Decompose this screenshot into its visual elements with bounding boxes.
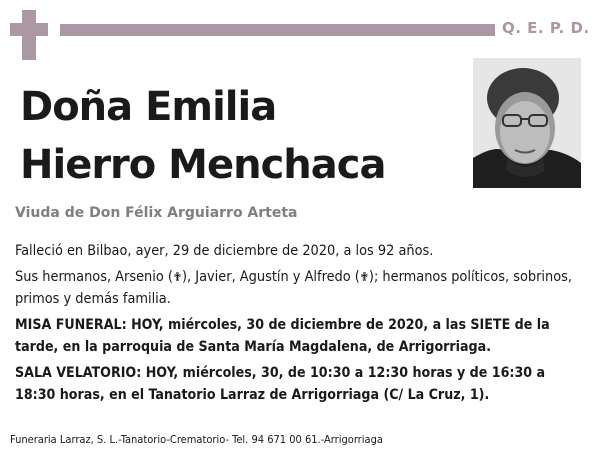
family-text-2: ), Javier, Agustín y Alfredo ( (182, 269, 360, 285)
name-line-1: Doña Emilia (20, 84, 277, 130)
deceased-name (20, 78, 460, 194)
funeral-home-footer: Funeraria Larraz, S. L.-Tanatorio-Crematorio- Tel. 94 671 00 61.-Arrigorriaga (10, 433, 383, 446)
header-bar (60, 24, 495, 36)
family-paragraph (15, 266, 585, 310)
name-line-2: Hierro Menchaca (20, 142, 386, 188)
cross-icon: ✟ (359, 270, 369, 284)
cross-icon: ✟ (172, 270, 182, 284)
wake-room: SALA VELATORIO: HOY, miércoles, 30, de 10:30 a 12:30 horas y de 16:30 a 18:30 horas, en el Tanatorio Larraz de Arrigorriaga (C/ La Cruz, 1). (15, 365, 546, 403)
funeral-mass: MISA FUNERAL: HOY, miércoles, 30 de diciembre de 2020, a las SIETE de la tarde, en la parroquia de Santa María Magdalena, de Arrigorriaga. (15, 317, 550, 355)
family-text-3: ); hermanos políticos, sobrinos, primos y demás familia. (15, 269, 572, 307)
subtitle: Viuda de Don Félix Arguiarro Arteta (15, 205, 298, 221)
death-announcement: Falleció en Bilbao, ayer, 29 de diciembre de 2020, a los 92 años. (15, 243, 434, 259)
obituary-body (15, 240, 585, 410)
portrait-photo (473, 58, 581, 188)
family-text-1: Sus hermanos, Arsenio ( (15, 269, 173, 285)
qepd-label: Q. E. P. D. (502, 19, 590, 37)
